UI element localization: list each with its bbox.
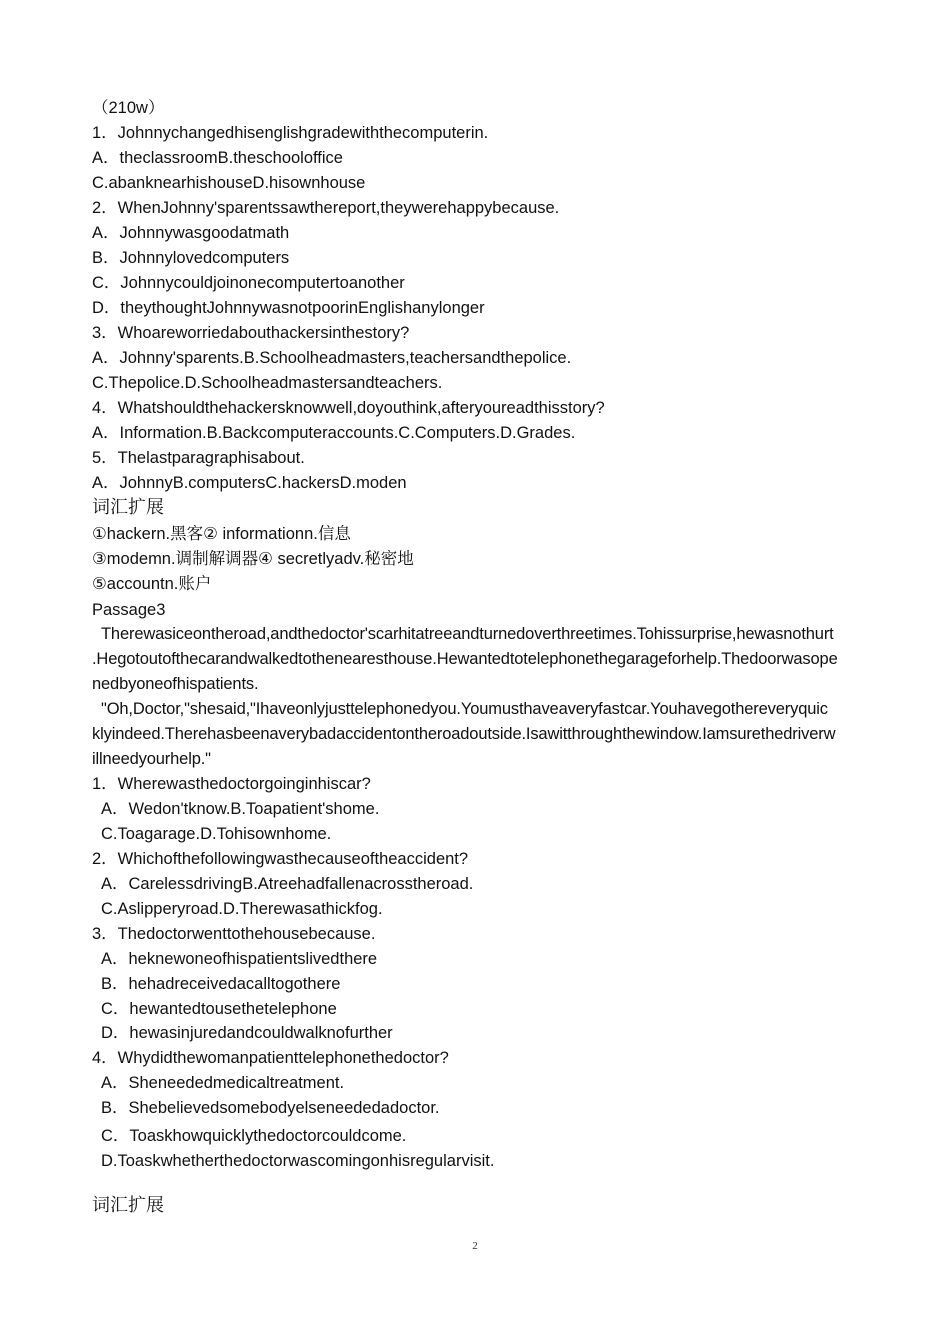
p2-q1-option: C.abanknearhishouseD.hisownhouse xyxy=(92,174,366,192)
p3-q3-option: A．heknewoneofhispatientslivedthere xyxy=(101,950,378,968)
passage-line: illneedyourhelp." xyxy=(92,750,211,768)
p2-q3-option: A．Johnny'sparents.B.Schoolheadmasters,teachersandthepolice. xyxy=(92,349,572,367)
vocab-line: ③modemn.调制解调器④ secretlyadv.秘密地 xyxy=(92,550,414,568)
passage-line: .Hegotoutofthecarandwalkedtothenearesthouse.Hewantedtotelephonethegarageforhelp.Thedoorwasope xyxy=(92,650,838,668)
p3-q4-option: C．Toaskhowquicklythedoctorcouldcome. xyxy=(101,1127,407,1145)
p2-q2-option: B．Johnnylovedcomputers xyxy=(92,249,290,267)
vocab-heading: 词汇扩展 xyxy=(92,497,164,518)
p2-q2-option: D．theythoughtJohnnywasnotpoorinEnglishanylonger xyxy=(92,299,485,317)
p2-q3-option: C.Thepolice.D.Schoolheadmastersandteachers. xyxy=(92,374,443,392)
p2-q1-option: A．theclassroomB.theschooloffice xyxy=(92,149,343,167)
p3-q4-option: D.Toaskwhetherthedoctorwascomingonhisregularvisit. xyxy=(101,1152,495,1170)
p3-q2-option: C.Aslipperyroad.D.Therewasathickfog. xyxy=(101,900,383,918)
p3-q3-stem: 3．Thedoctorwenttothehousebecause. xyxy=(92,925,376,943)
word-count: （210w） xyxy=(92,99,165,117)
p3-q3-option: D．hewasinjuredandcouldwalknofurther xyxy=(101,1024,393,1042)
p3-q4-option: B．Shebelievedsomebodyelseneededadoctor. xyxy=(101,1099,440,1117)
passage-line: "Oh,Doctor,"shesaid,"Ihaveonlyjusttelephonedyou.Youmusthaveaveryfastcar.Youhavegothereveryquic xyxy=(101,700,828,718)
passage-line: Therewasiceontheroad,andthedoctor'scarhitatreeandturnedoverthreetimes.Tohissurprise,hewasnothurt xyxy=(101,625,834,643)
p3-q1-option: C.Toagarage.D.Tohisownhome. xyxy=(101,825,332,843)
passage-line: klyindeed.Therehasbeenaverybadaccidentontheroadoutside.Isawitthroughthewindow.Iamsurethedriverw xyxy=(92,725,836,743)
vocab-heading: 词汇扩展 xyxy=(92,1195,164,1216)
vocab-line: ①hackern.黑客② informationn.信息 xyxy=(92,525,351,543)
p3-q4-stem: 4．Whydidthewomanpatienttelephonethedoctor? xyxy=(92,1049,449,1067)
p3-q2-stem: 2．Whichofthefollowingwasthecauseoftheaccident? xyxy=(92,850,469,868)
p2-q4-stem: 4．Whatshouldthehackersknowwell,doyouthink,afteryoureadthisstory? xyxy=(92,399,605,417)
p2-q3-stem: 3．Whoareworriedabouthackersinthestory? xyxy=(92,324,410,342)
p2-q2-option: C．Johnnycouldjoinonecomputertoanother xyxy=(92,274,405,292)
p2-q5-option: A．JohnnyB.computersC.hackersD.moden xyxy=(92,474,407,492)
p3-q3-option: C．hewantedtousethetelephone xyxy=(101,1000,337,1018)
p3-q3-option: B．hehadreceivedacalltogothere xyxy=(101,975,341,993)
p2-q4-option: A．Information.B.Backcomputeraccounts.C.Computers.D.Grades. xyxy=(92,424,576,442)
p3-q1-option: A．Wedon'tknow.B.Toapatient'shome. xyxy=(101,800,380,818)
p2-q2-stem: 2．WhenJohnny'sparentssawthereport,theywerehappybecause. xyxy=(92,199,560,217)
passage-line: nedbyoneofhispatients. xyxy=(92,675,259,693)
p3-q2-option: A．CarelessdrivingB.Atreehadfallenacrosstheroad. xyxy=(101,875,474,893)
p2-q5-stem: 5．Thelastparagraphisabout. xyxy=(92,449,305,467)
p3-q1-stem: 1．Wherewasthedoctorgoinginhiscar? xyxy=(92,775,371,793)
p2-q1-stem: 1．Johnnychangedhisenglishgradewiththecomputerin. xyxy=(92,124,489,142)
vocab-line: ⑤accountn.账户 xyxy=(92,575,212,593)
p3-q4-option: A．Sheneededmedicaltreatment. xyxy=(101,1074,345,1092)
p2-q2-option: A．Johnnywasgoodatmath xyxy=(92,224,290,242)
page-number: 2 xyxy=(472,1240,478,1252)
passage-title: Passage3 xyxy=(92,601,166,619)
